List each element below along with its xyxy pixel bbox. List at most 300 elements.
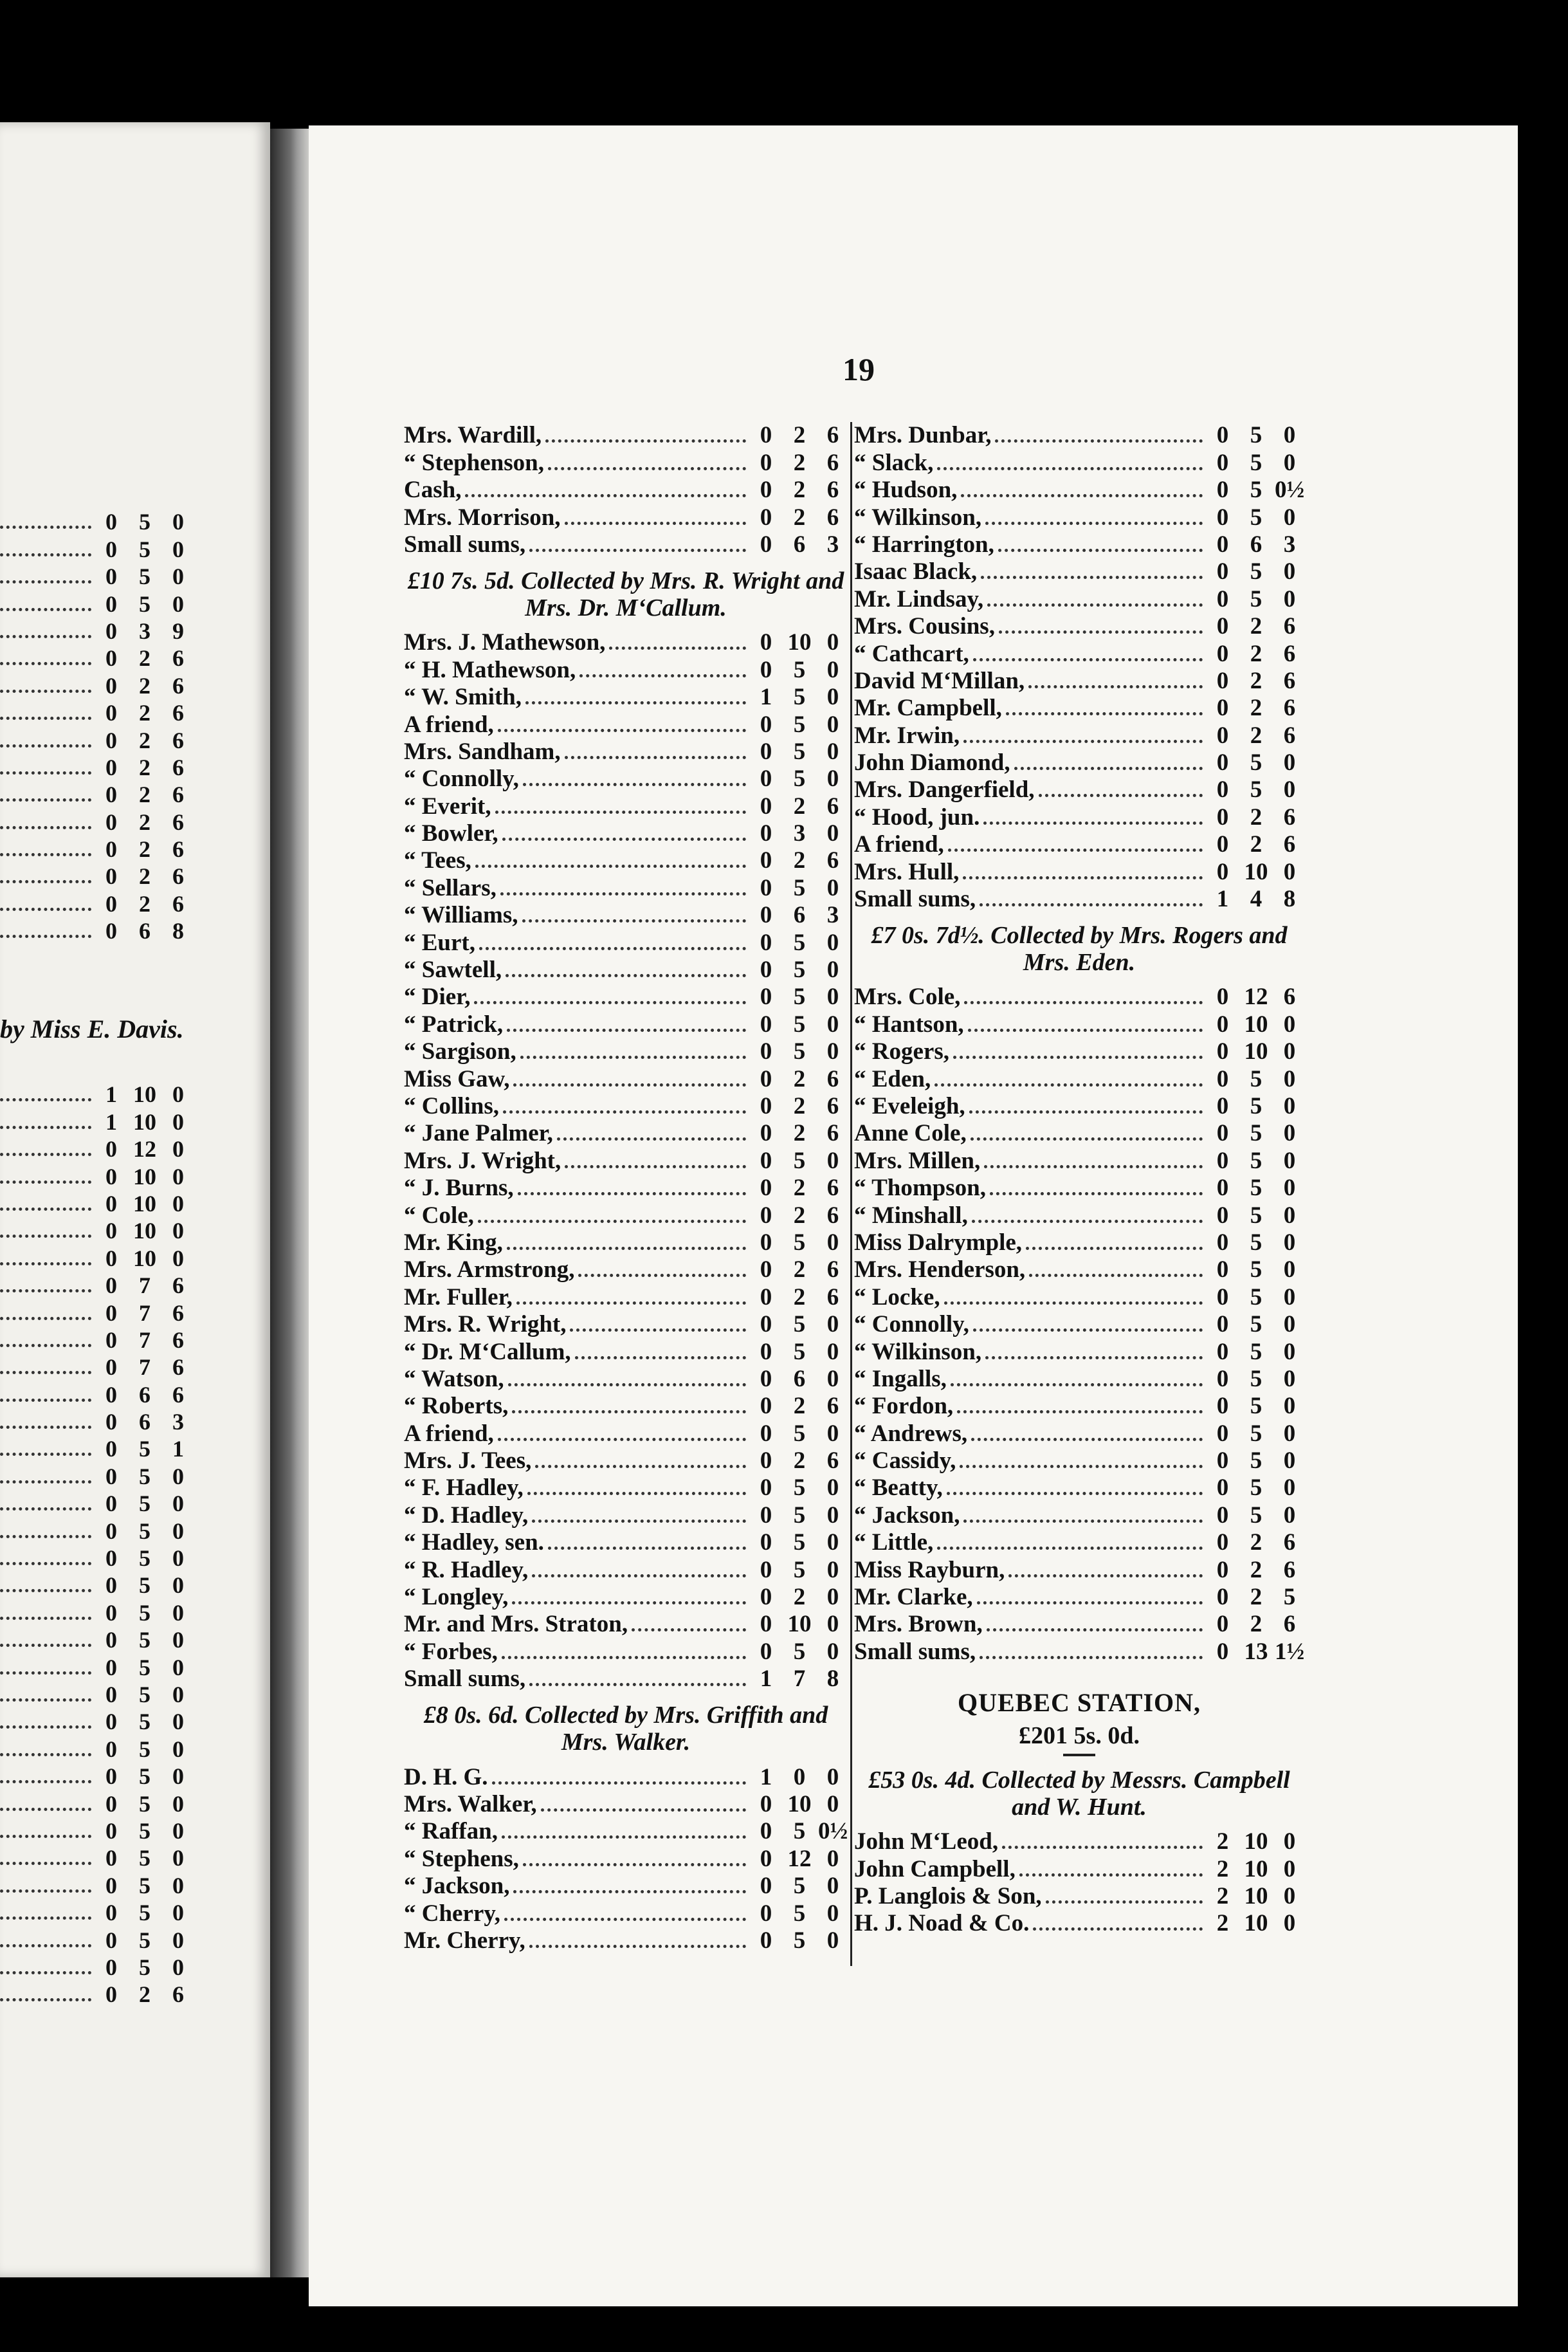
shillings: 5 (1250, 1202, 1263, 1229)
amount-row (0, 1954, 193, 1981)
pounds: 0 (105, 863, 117, 890)
pence: 6 (172, 809, 184, 835)
entry-name: “ Eden, (854, 1065, 931, 1092)
entry-name: Cash, (404, 477, 462, 504)
pounds: 0 (1216, 1638, 1229, 1665)
amount-row (0, 1299, 193, 1326)
dot-leader (0, 1971, 91, 1974)
entry-row (404, 1611, 848, 1638)
dot-leader (500, 892, 746, 896)
pounds: 0 (105, 918, 117, 944)
shillings: 5 (1250, 1447, 1263, 1475)
entry-name: A friend, (404, 1420, 494, 1447)
station-title: QUEBEC STATION, (957, 1687, 1201, 1717)
pounds: 0 (760, 1638, 772, 1665)
pounds: 0 (105, 1136, 117, 1162)
shillings: 6 (139, 1409, 150, 1435)
dot-leader (529, 549, 746, 552)
pounds: 0 (760, 957, 772, 984)
pounds: 0 (760, 1311, 772, 1338)
dot-leader (968, 1029, 1203, 1032)
amount-row (0, 726, 193, 753)
dot-leader (474, 1001, 746, 1004)
pounds: 0 (760, 793, 772, 820)
dot-leader (963, 1520, 1203, 1523)
pence: 6 (826, 1120, 839, 1147)
entry-name: “ Eveleigh, (854, 1092, 965, 1119)
entry-row (404, 1393, 848, 1420)
pence: 6 (1283, 640, 1296, 667)
shillings: 2 (793, 449, 806, 476)
entry-row (404, 531, 848, 558)
pence: 0 (172, 1817, 184, 1844)
pounds: 0 (1216, 1092, 1229, 1119)
pounds: 0 (1216, 422, 1229, 449)
entry-name: Mr. and Mrs. Straton, (404, 1611, 628, 1638)
pence: 0 (826, 929, 839, 956)
shillings: 5 (793, 957, 806, 984)
entry-name: Small sums, (854, 886, 976, 913)
shillings: 10 (1244, 1882, 1268, 1909)
left-heading-2: £8 0s. 6d. Collected by Mrs. Griffith and Mrs. Walker. (423, 1702, 828, 1756)
pence: 0 (826, 738, 839, 765)
pounds: 0 (1216, 1011, 1229, 1038)
dot-leader (0, 1562, 91, 1565)
dot-leader (498, 1438, 746, 1441)
dot-leader (0, 1208, 91, 1211)
pence: 0 (826, 1638, 839, 1665)
shillings: 5 (793, 1311, 806, 1338)
shillings: 5 (793, 1818, 806, 1845)
dot-leader (548, 467, 746, 470)
entry-name: H. J. Noad & Co. (854, 1910, 1030, 1937)
shillings: 10 (1244, 1855, 1268, 1882)
pence: 6 (1283, 722, 1296, 749)
entry-row (404, 847, 848, 874)
pounds: 0 (760, 1556, 772, 1583)
pounds: 1 (760, 684, 772, 711)
entry-name: “ Fordon, (854, 1393, 954, 1420)
pounds: 0 (105, 1354, 117, 1381)
left-heading-1: £10 7s. 5d. Collected by Mrs. R. Wright and Mrs. Dr. M‘Callum. (407, 567, 844, 621)
right-heading-1: £7 0s. 7d½. Collected by Mrs. Rogers and Mrs. Eden. (871, 922, 1288, 977)
dot-leader (0, 1725, 91, 1729)
entry-name: A friend, (854, 831, 944, 858)
pounds: 0 (760, 738, 772, 765)
entry-name: “ Cole, (404, 1202, 474, 1229)
entry-name: “ Stephens, (404, 1845, 519, 1872)
shillings: 5 (793, 1229, 806, 1256)
pence: 6 (172, 890, 184, 917)
pounds: 0 (105, 1545, 117, 1572)
pence: 0 (826, 1311, 839, 1338)
entry-name: “ Harrington, (854, 531, 994, 558)
pounds: 0 (105, 645, 117, 672)
entry-name: “ Tees, (404, 847, 471, 874)
pounds: 0 (760, 766, 772, 793)
pence: 1½ (1275, 1638, 1305, 1665)
right-entries-1 (854, 984, 1304, 1666)
dot-leader (983, 822, 1203, 825)
pence: 0 (1283, 1447, 1296, 1475)
pounds: 0 (1216, 667, 1229, 694)
shillings: 5 (1250, 1065, 1263, 1092)
dot-leader (548, 1547, 746, 1550)
dot-leader (479, 947, 746, 950)
amount-row (0, 1081, 193, 1108)
dot-leader (937, 1547, 1203, 1550)
pounds: 0 (1216, 1038, 1229, 1065)
entry-name: Mrs. Wardill, (404, 422, 542, 449)
dot-leader (513, 1083, 746, 1087)
shillings: 6 (793, 902, 806, 929)
amount-row (0, 1735, 193, 1762)
shillings: 5 (793, 1147, 806, 1174)
pounds: 0 (1216, 1229, 1229, 1256)
entry-row (404, 902, 848, 929)
entry-row (854, 722, 1304, 749)
entry-name: “ H. Mathewson, (404, 656, 576, 683)
pounds: 0 (105, 1681, 117, 1707)
pence: 0 (172, 1954, 184, 1980)
pounds: 0 (105, 1381, 117, 1408)
shillings: 5 (1250, 1393, 1263, 1420)
entry-row (854, 558, 1304, 585)
entry-row (854, 1883, 1304, 1910)
shillings: 5 (793, 684, 806, 711)
pounds: 0 (760, 504, 772, 531)
shillings: 6 (1250, 531, 1263, 558)
pence: 0 (826, 1475, 839, 1502)
pence: 0 (826, 1147, 839, 1174)
shillings: 10 (133, 1108, 156, 1135)
pounds: 0 (105, 1654, 117, 1680)
dot-leader (0, 1698, 91, 1702)
dot-leader (512, 1410, 746, 1413)
entry-name: “ Jackson, (404, 1873, 510, 1900)
pence: 0 (826, 1365, 839, 1392)
pounds: 0 (760, 1338, 772, 1365)
pounds: 0 (105, 1409, 117, 1435)
amount-row (0, 781, 193, 808)
shillings: 5 (1250, 1120, 1263, 1147)
shillings: 5 (139, 1736, 150, 1762)
pounds: 0 (760, 1447, 772, 1475)
entry-row (404, 449, 848, 476)
pence: 0 (826, 711, 839, 738)
entry-row (404, 477, 848, 504)
entry-name: “ J. Burns, (404, 1175, 514, 1202)
pounds: 0 (760, 984, 772, 1011)
dot-leader (518, 1192, 746, 1195)
shillings: 5 (139, 1627, 150, 1653)
pounds: 0 (105, 1572, 117, 1599)
shillings: 5 (793, 766, 806, 793)
entry-row (404, 1338, 848, 1365)
entry-row (854, 1093, 1304, 1120)
pence: 6 (1283, 1529, 1296, 1556)
pounds: 0 (1216, 858, 1229, 885)
pounds: 0 (1216, 1420, 1229, 1447)
pence: 0 (172, 1136, 184, 1162)
pence: 6 (826, 477, 839, 504)
shillings: 5 (1250, 1147, 1263, 1174)
dot-leader (0, 1399, 91, 1402)
dot-leader (502, 1656, 746, 1659)
entry-row (854, 1366, 1304, 1393)
entry-row (404, 957, 848, 984)
dot-leader (0, 1862, 91, 1865)
pence: 0 (1283, 1828, 1296, 1855)
shillings: 5 (139, 1599, 150, 1626)
dot-leader (0, 1916, 91, 1920)
shillings: 2 (1250, 1556, 1263, 1583)
pence: 0 (1283, 858, 1296, 885)
pence: 6 (172, 1272, 184, 1299)
pounds: 0 (1216, 1338, 1229, 1365)
amount-row (0, 563, 193, 590)
dot-leader (0, 1153, 91, 1156)
entry-row (854, 1828, 1304, 1855)
shillings: 10 (1244, 858, 1268, 885)
pounds: 0 (760, 1120, 772, 1147)
entry-row (854, 504, 1304, 531)
amount-row (0, 917, 193, 944)
pounds: 0 (1216, 1256, 1229, 1283)
entry-name: “ Everit, (404, 793, 491, 820)
entry-name: “ Williams, (404, 902, 518, 929)
dot-leader (545, 439, 746, 443)
pounds: 0 (760, 1393, 772, 1420)
pence: 0½ (1275, 477, 1305, 504)
entry-name: John Diamond, (854, 749, 1010, 776)
pence: 0 (1283, 585, 1296, 612)
shillings: 5 (139, 564, 150, 590)
pence: 0 (1283, 1202, 1296, 1229)
entry-name: “ Ingalls, (854, 1365, 947, 1392)
dot-leader (541, 1808, 746, 1812)
entry-name: “ Forbes, (404, 1638, 498, 1665)
pence: 6 (172, 1354, 184, 1381)
pounds: 0 (760, 1900, 772, 1927)
shillings: 5 (793, 1873, 806, 1900)
pounds: 0 (760, 1818, 772, 1845)
pence: 0 (172, 1163, 184, 1190)
shillings: 10 (787, 1611, 812, 1638)
pence: 0 (1283, 1229, 1296, 1256)
right-heading-2: £53 0s. 4d. Collected by Messrs. Campbell and W. Hunt. (868, 1766, 1290, 1821)
pounds: 0 (1216, 776, 1229, 804)
pence: 0 (826, 957, 839, 984)
dot-leader (0, 1262, 91, 1265)
pence: 6 (826, 793, 839, 820)
pounds: 0 (105, 1463, 117, 1489)
pence: 0 (172, 1108, 184, 1135)
pounds: 0 (105, 672, 117, 699)
shillings: 5 (139, 1845, 150, 1871)
pence: 0 (1283, 1038, 1296, 1065)
shillings: 2 (139, 1981, 150, 2008)
entry-name: “ Hood, jun. (854, 804, 980, 831)
entry-row (404, 1873, 848, 1900)
pence: 6 (826, 1393, 839, 1420)
dot-leader (516, 1301, 746, 1305)
shillings: 10 (1244, 1011, 1268, 1038)
dot-leader (0, 1453, 91, 1456)
shillings: 2 (793, 1175, 806, 1202)
pence: 6 (1283, 804, 1296, 831)
pence: 0 (826, 1900, 839, 1927)
entry-name: “ R. Hadley, (404, 1556, 529, 1583)
pounds: 2 (1216, 1910, 1229, 1937)
dot-leader (944, 1301, 1203, 1305)
dot-leader (0, 1344, 91, 1347)
entry-row (854, 1011, 1304, 1038)
pence: 0 (1283, 1092, 1296, 1119)
pounds: 0 (1216, 1120, 1229, 1147)
dot-leader (523, 783, 746, 786)
dot-leader (1014, 767, 1203, 770)
pence: 0 (1283, 749, 1296, 776)
shillings: 5 (139, 1817, 150, 1844)
entry-name: “ Locke, (854, 1283, 940, 1310)
entry-row (854, 1393, 1304, 1420)
shillings: 2 (793, 477, 806, 504)
pounds: 0 (105, 1245, 117, 1271)
right-entries (854, 422, 1304, 913)
dot-leader (0, 1944, 91, 1947)
pence: 6 (826, 1256, 839, 1283)
pence: 0 (1283, 1256, 1296, 1283)
pence: 0 (172, 1709, 184, 1735)
dot-leader (502, 1835, 746, 1839)
dot-leader (508, 1383, 746, 1386)
entry-name: Mrs. J. Tees, (404, 1447, 532, 1475)
entry-row (404, 1147, 848, 1174)
dot-leader (565, 1165, 746, 1168)
entry-name: Mr. Campbell, (854, 695, 1002, 722)
shillings: 2 (793, 793, 806, 820)
entry-row (404, 1120, 848, 1147)
shillings: 5 (793, 711, 806, 738)
entry-name: David M‘Millan, (854, 667, 1025, 694)
entry-name: John M‘Leod, (854, 1828, 999, 1855)
pence: 0 (826, 1529, 839, 1556)
dot-leader (981, 576, 1203, 579)
pence: 0 (172, 1081, 184, 1108)
entry-row (854, 1256, 1304, 1283)
shillings: 5 (1250, 1420, 1263, 1447)
dot-leader (0, 1426, 91, 1429)
pounds: 0 (1216, 749, 1229, 776)
pence: 0 (1283, 1855, 1296, 1882)
pounds: 0 (105, 509, 117, 535)
dot-leader (0, 1589, 91, 1592)
entry-row (404, 793, 848, 820)
pence: 6 (172, 863, 184, 890)
left-entries-2 (404, 1763, 848, 1954)
shillings: 10 (133, 1190, 156, 1217)
pence: 6 (172, 645, 184, 672)
pence: 3 (826, 902, 839, 929)
entry-name: “ Connolly, (404, 766, 519, 793)
entry-row (854, 668, 1304, 695)
shillings: 10 (1244, 1828, 1268, 1855)
entry-name: “ Roberts, (404, 1393, 509, 1420)
entry-row (404, 1420, 848, 1447)
entry-name: “ Slack, (854, 449, 934, 476)
entry-name: Mrs. Sandham, (404, 738, 561, 765)
shillings: 2 (139, 727, 150, 753)
shillings: 2 (793, 504, 806, 531)
pounds: 0 (105, 1599, 117, 1626)
entry-name: “ Raffan, (404, 1818, 498, 1845)
entry-row (404, 1038, 848, 1065)
shillings: 5 (793, 874, 806, 901)
amount-row (0, 508, 193, 535)
shillings: 5 (793, 656, 806, 683)
pounds: 0 (760, 422, 772, 449)
shillings: 2 (793, 1393, 806, 1420)
entry-row (404, 1093, 848, 1120)
pounds: 0 (105, 1218, 117, 1244)
pounds: 0 (760, 1256, 772, 1283)
pounds: 0 (105, 1163, 117, 1190)
shillings: 5 (793, 1900, 806, 1927)
dot-leader (506, 974, 746, 977)
dot-leader (999, 630, 1203, 634)
amount-row (0, 699, 193, 726)
amount-row (0, 1653, 193, 1680)
amount-row (0, 1272, 193, 1299)
entry-row (854, 1229, 1304, 1256)
pence: 0 (1283, 1502, 1296, 1529)
amount-row (0, 1327, 193, 1354)
dot-leader (0, 608, 91, 611)
pounds: 0 (105, 1954, 117, 1980)
entry-row (854, 1611, 1304, 1638)
shillings: 2 (793, 1065, 806, 1092)
shillings: 2 (1250, 695, 1263, 722)
amount-row (0, 1626, 193, 1653)
dot-leader (0, 662, 91, 665)
dot-leader (1029, 1274, 1203, 1277)
amount-row (0, 1517, 193, 1544)
pence: 6 (1283, 613, 1296, 640)
entry-name: Small sums, (404, 1666, 526, 1693)
shillings: 5 (139, 1518, 150, 1544)
dot-leader (1002, 1846, 1203, 1849)
dot-leader (995, 439, 1203, 443)
pounds: 0 (105, 1300, 117, 1326)
pence: 3 (826, 531, 839, 558)
dot-leader (522, 919, 746, 923)
shillings: 2 (1250, 831, 1263, 858)
shillings: 2 (139, 836, 150, 863)
pence: 0 (1283, 1420, 1296, 1447)
entry-name: Mrs. Armstrong, (404, 1256, 575, 1283)
entry-name: D. H. G. (404, 1763, 488, 1790)
shillings: 5 (793, 1638, 806, 1665)
dot-leader (513, 1890, 746, 1893)
shillings: 2 (1250, 722, 1263, 749)
entry-row (854, 1475, 1304, 1502)
pence: 0 (826, 874, 839, 901)
pence: 6 (1283, 984, 1296, 1011)
pounds: 0 (760, 1147, 772, 1174)
dot-leader (971, 1438, 1203, 1441)
pence: 6 (826, 422, 839, 449)
